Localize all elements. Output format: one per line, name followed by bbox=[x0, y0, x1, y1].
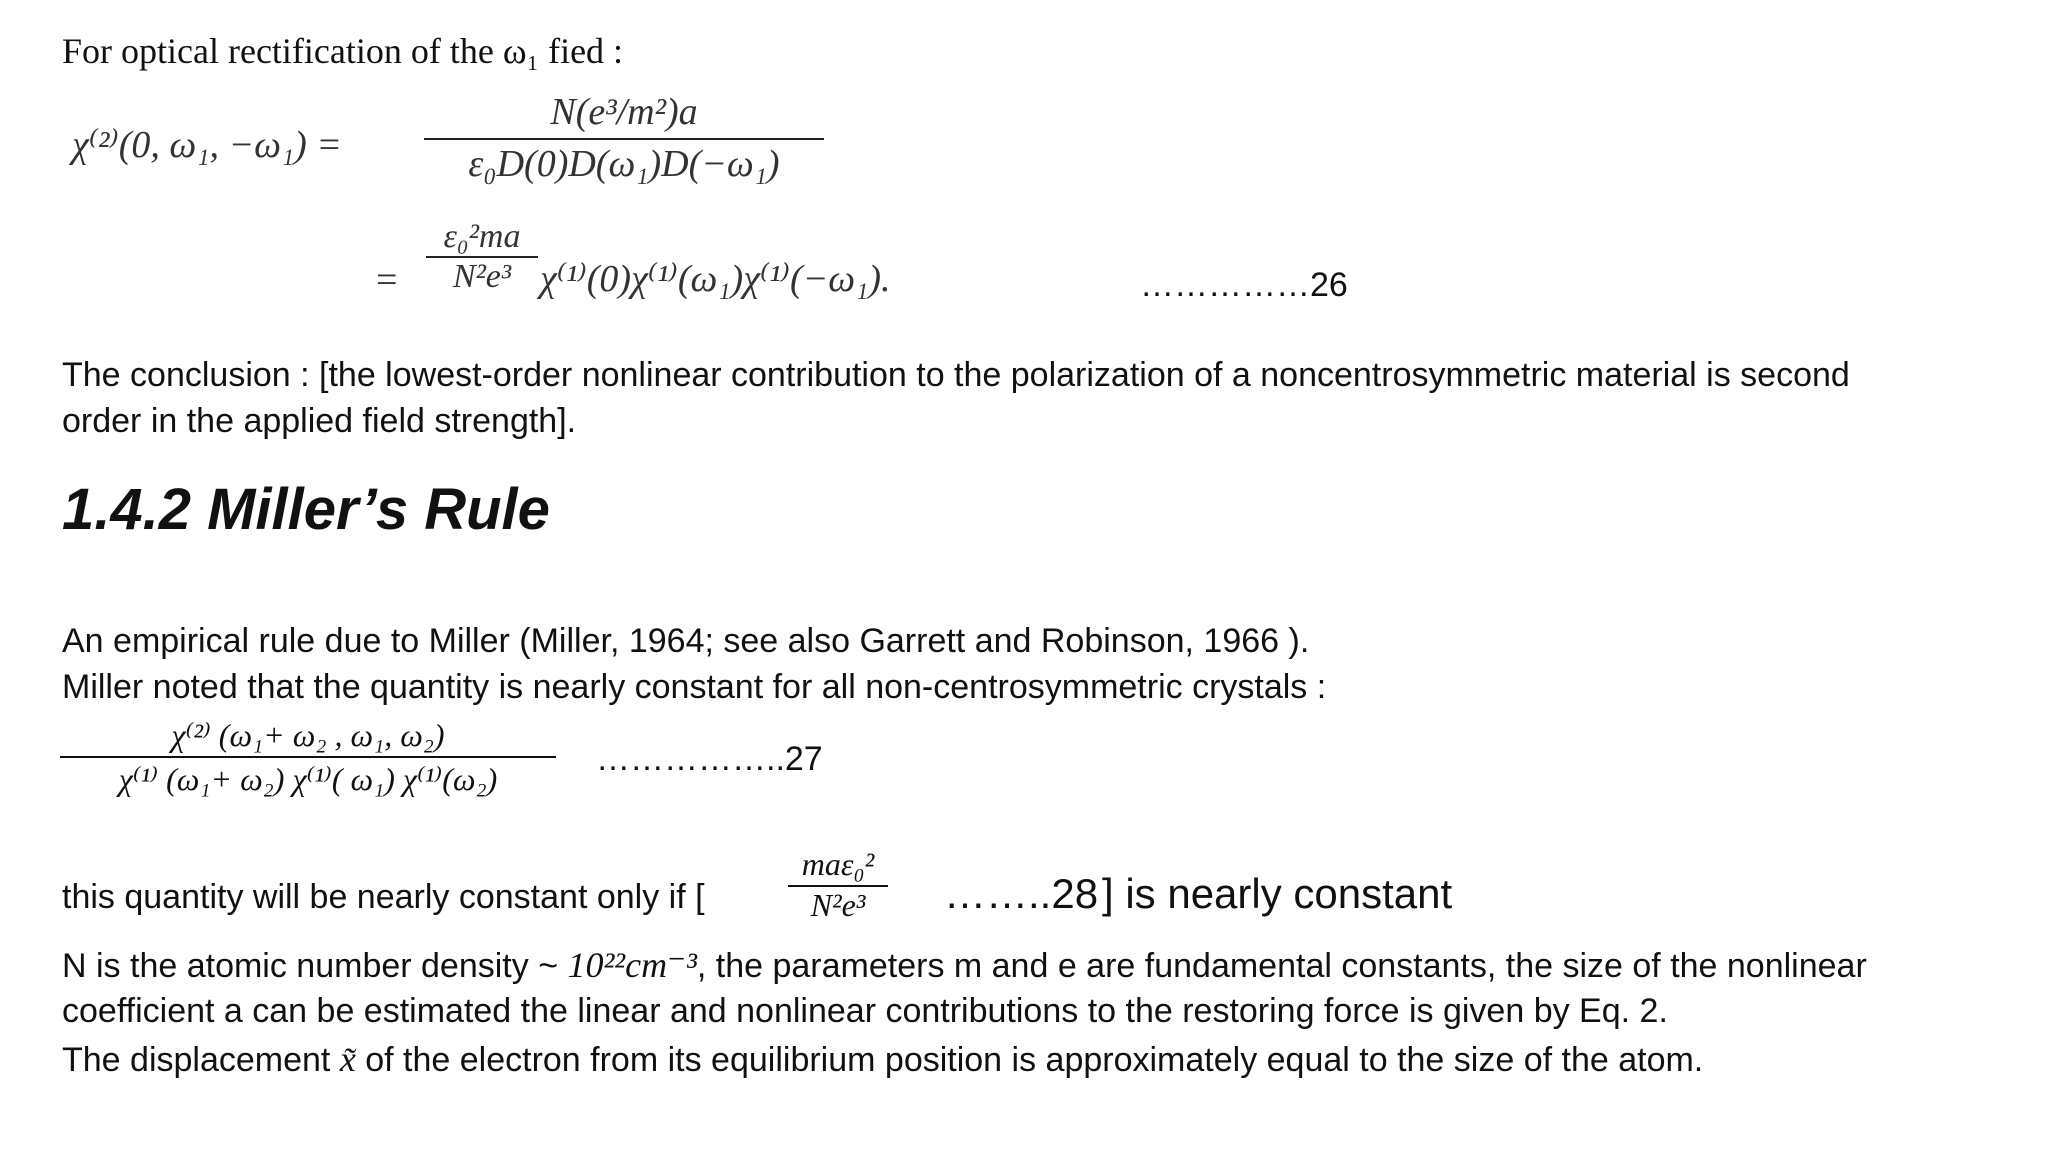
eq28-fraction bbox=[788, 846, 888, 924]
para-line-1-b: , the parameters m and e are fundamental constants, the size of the nonlinear bbox=[696, 947, 1867, 985]
eq26-line2-numerator: ε₀²ma bbox=[443, 218, 521, 255]
intro-text-content: For optical rectification of the ω₁ fied : bbox=[62, 31, 624, 71]
eq26-number: ……………26 bbox=[1140, 266, 1348, 304]
eq26-line2-denominator: N²e³ bbox=[426, 256, 538, 296]
eq26-line2-equals: = bbox=[376, 259, 398, 301]
eq28-prefix: this quantity will be nearly constant only if [ bbox=[62, 878, 705, 916]
eq26-line1-denominator: ε₀D(0)D(ω₁)D(−ω₁) bbox=[424, 138, 824, 186]
para-line-1-math: 10²²cm⁻³ bbox=[567, 945, 697, 985]
eq26-lhs: χ⁽²⁾(0, ω₁, −ω₁) = bbox=[72, 124, 342, 166]
para-line-1-a: N is the atomic number density ~ bbox=[62, 947, 568, 985]
para-line-1 bbox=[62, 944, 1867, 986]
para-line-3-b: of the electron from its equilibrium position is approximately equal to the size of the atom. bbox=[355, 1041, 1704, 1079]
miller-line-1: An empirical rule due to Miller (Miller, 1964; see also Garrett and Robinson, 1966 ). bbox=[62, 622, 1310, 660]
eq26-line1-fraction bbox=[424, 90, 824, 186]
para-line-3-a: The displacement bbox=[62, 1041, 340, 1079]
eq27-fraction bbox=[60, 716, 556, 798]
conclusion-line-2: order in the applied field strength]. bbox=[62, 402, 577, 440]
eq26-line1-numerator: N(e³/m²)a bbox=[550, 91, 698, 133]
conclusion-line-1: The conclusion : [the lowest-order nonlinear contribution to the polarization of a noncentrosymmetric material is second bbox=[62, 356, 1850, 394]
eq27-denominator: χ⁽¹⁾ (ω₁+ ω₂) χ⁽¹⁾( ω₁) χ⁽¹⁾(ω₂) bbox=[60, 756, 556, 798]
eq26-line2-rest: χ⁽¹⁾(0)χ⁽¹⁾(ω₁)χ⁽¹⁾(−ω₁). bbox=[540, 258, 891, 300]
para-line-3 bbox=[62, 1038, 1703, 1080]
eq26-line2-fraction bbox=[426, 218, 538, 296]
eq27-numerator: χ⁽²⁾ (ω₁+ ω₂ , ω₁, ω₂) bbox=[171, 717, 445, 753]
eq28-numerator: maε₀² bbox=[801, 846, 875, 882]
miller-line-2: Miller noted that the quantity is nearly constant for all non-centrosymmetric crystals : bbox=[62, 668, 1327, 706]
section-heading: 1.4.2 Miller’s Rule bbox=[62, 477, 550, 542]
eq28-number: ……..28 bbox=[944, 870, 1099, 917]
intro-text bbox=[62, 30, 623, 72]
eq28-suffix: ] is nearly constant bbox=[1102, 870, 1453, 917]
eq27-number: ……………..27 bbox=[596, 740, 823, 778]
para-line-2: coefficient a can be estimated the linear and nonlinear contributions to the restoring force is given by Eq. 2. bbox=[62, 992, 1668, 1030]
para-line-3-math: x̃ bbox=[339, 1039, 356, 1079]
eq28-denominator: N²e³ bbox=[788, 885, 888, 924]
